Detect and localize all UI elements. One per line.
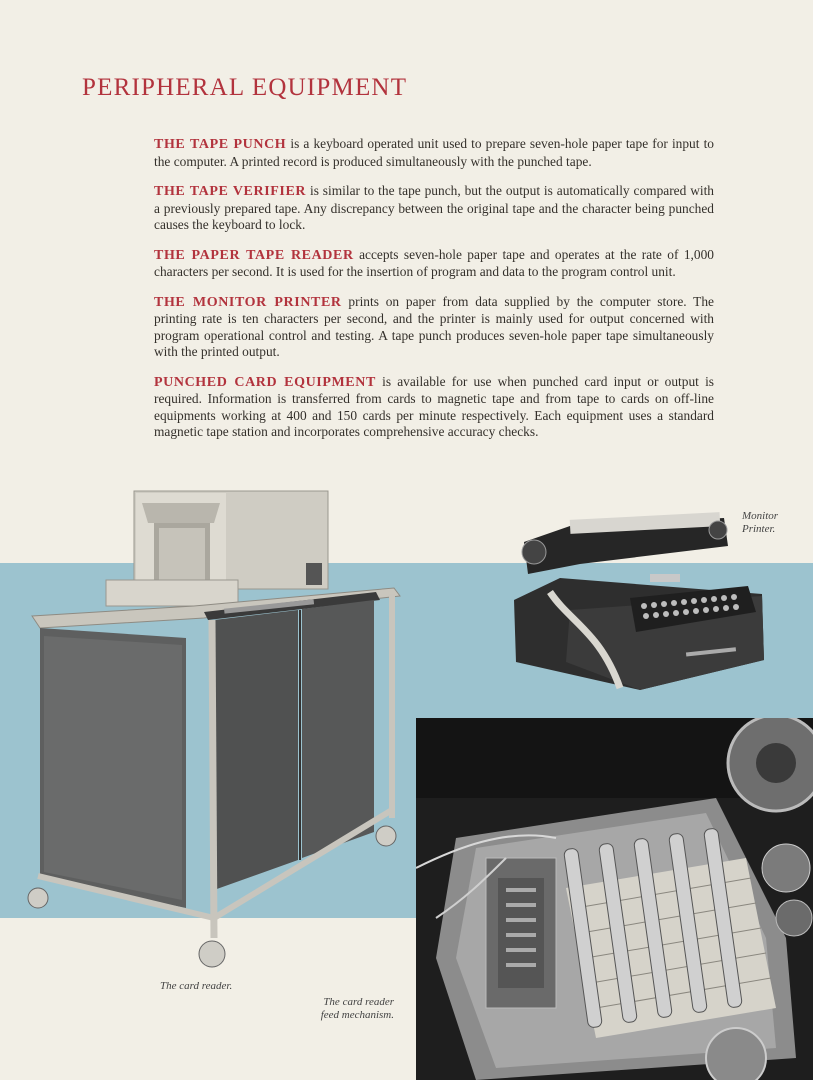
section-body: is available for use when punched card input or output is required. Information is transferred from cards to magnetic tape and from tape to cards on off-line equipments working at 400 and 150 cards per minute respectively. Each equipment uses a standard magnetic tape station and incorporates comprehensive accuracy checks. <box>154 373 715 439</box>
section-monitor-printer <box>154 294 714 361</box>
section-body: prints on paper from data supplied by the computer store. The printing rate is ten characters per second, and the printer is mainly used for output concerned with program operational control and testing. A tape punch produces seven-hole paper tape simultaneously with the printed output. <box>154 293 714 359</box>
monitor-printer-photo <box>510 512 770 694</box>
caption-line: The card reader <box>323 996 394 1008</box>
caption-line: Printer. <box>742 523 776 535</box>
section-tape-verifier <box>154 183 714 234</box>
section-heading: PUNCHED CARD EQUIPMENT <box>154 374 376 390</box>
feed-mechanism-illustration <box>416 718 813 1080</box>
section-heading: THE MONITOR PRINTER <box>154 294 342 310</box>
card-reader-illustration <box>24 488 404 974</box>
section-paper-tape-reader <box>154 247 714 281</box>
section-heading: THE TAPE PUNCH <box>154 137 287 152</box>
caption-line: The card reader. <box>160 980 233 992</box>
section-body: accepts seven-hole paper tape and operates at the rate of 1,000 characters per second. It is used for the insertion of program and data to the program control unit. <box>154 246 714 279</box>
page-title: PERIPHERAL EQUIPMENT <box>82 74 408 101</box>
section-heading: THE TAPE VERIFIER <box>154 184 307 199</box>
feed-mechanism-photo <box>416 718 813 1080</box>
section-punched-card-equipment <box>154 374 714 441</box>
monitor-printer-illustration <box>510 512 770 694</box>
section-tape-punch <box>154 136 714 170</box>
section-heading: THE PAPER TAPE READER <box>154 247 354 263</box>
caption-card-reader <box>160 980 232 993</box>
section-body: is similar to the tape punch, but the output is automatically compared with a previously prepared tape. Any discrepancy between the original tape and the character being punched causes the keyboard to lock. <box>154 183 714 232</box>
caption-line: feed mechanism. <box>320 1009 394 1021</box>
caption-feed-mechanism <box>318 996 394 1022</box>
caption-line: Monitor <box>742 510 779 522</box>
text-column <box>154 136 714 454</box>
card-reader-photo <box>24 488 404 974</box>
caption-monitor-printer <box>742 510 778 536</box>
section-body: is a keyboard operated unit used to prepare seven-hole paper tape for input to the computer. A printed record is produced simultaneously with the punched tape. <box>154 136 714 169</box>
